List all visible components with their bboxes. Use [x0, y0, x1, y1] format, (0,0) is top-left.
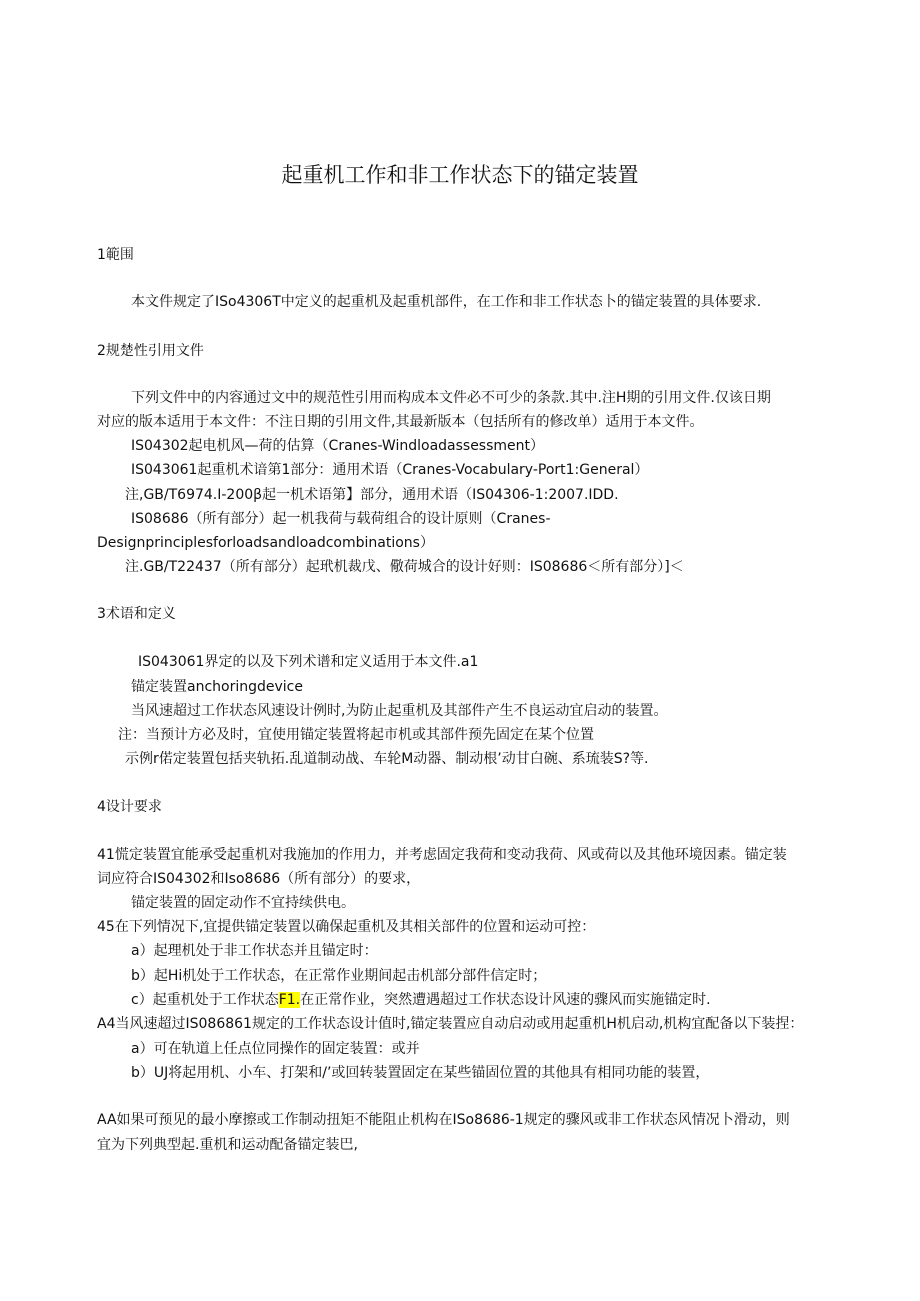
clause-45-item-c-before: c）起重机处于工作状态 — [131, 992, 279, 1008]
term-example: 示例r偌定装置包括夹轨拓.乱道制动战、车轮M动器、制动根’动甘白碗、系琉装S?等. — [125, 751, 649, 767]
references-intro-line-2: 对应的版本适用于本文件：不注日期的引用文件,其最新版本（包括所有的修改单）适用于本文件。 — [97, 414, 704, 430]
document-title: 起重机工作和非工作状态下的锚定装置 — [281, 163, 639, 187]
reference-note-gb22437: 注.GB/T22437（所有部分）起玳机裁戊、儆荷城合的设计好则：IS08686＜所有部分）]＜ — [125, 559, 684, 575]
highlighted-text: F1. — [278, 992, 301, 1008]
clause-41-line-1: 41慌定装置宜能承受起重机对我施加的作用力，并考虑固定我荷和变动我荷、风或荷以及其他环境因素。锚定装 — [97, 847, 787, 863]
clause-45-item-b: b）起Hi机处于工作状态，在正常作业期间起击机部分部件信定时； — [131, 968, 547, 984]
reference-iso43061: IS043061起重机术谙第1部分：通用术语（Cranes-Vocabulary-Port1:General） — [131, 462, 649, 478]
clause-45: 45在下列情况下,宜提供锚定装置以确保起重机及其相关部件的位置和运动可控： — [97, 919, 596, 935]
section-heading-scope: 1範围 — [97, 247, 134, 263]
section-heading-terms: 3术语和定义 — [97, 606, 176, 622]
clause-aa-line-1: AA如果可预见的最小摩擦或工作制动扭矩不能阻止机构在ISo8686-1规定的骤风或非工作状态风情况卜滑动，则 — [97, 1112, 790, 1128]
terms-intro: IS043061界定的以及下列术谱和定义适用于本文件.a1 — [138, 654, 479, 670]
clause-aa-line-2: 宜为下列典型起.重机和运动配备锚定装巴, — [97, 1137, 358, 1153]
references-intro-line-1: 下列文件中的内容通过文中的规范性引用而构成本文件必不可少的条款.其中.注H期的引用文件.仅该日期 — [131, 390, 771, 406]
term-definition: 当风速超过工作状态风速设计例时,为防止起重机及其部件产生不良运动宜启动的装置。 — [131, 703, 668, 719]
section-heading-normative-references: 2规楚性引用文件 — [97, 343, 204, 359]
term-anchoring-device: 锚定装置anchoringdevice — [131, 679, 303, 695]
clause-41-line-3: 锚定装置的固定动作不宜持续供电。 — [131, 895, 355, 911]
scope-paragraph: 本文件规定了ISo4306T中定义的起重机及起重机部件，在工作和非工作状态卜的锚定装置的具体要求. — [131, 294, 762, 310]
term-note: 注：当预计方必及时，宜使用锚定装置将起市机或其部件预先固定在某个位置 — [118, 727, 594, 743]
clause-a4-item-a: a）可在轨道上任点位同操作的固定装置：或并 — [131, 1041, 420, 1057]
section-heading-design-requirements: 4设计要求 — [97, 799, 162, 815]
reference-note-gb6974: 注,GB/T6974.I-200β起一机术语第】部分，通用术语（IS04306-1:2007.IDD. — [125, 487, 619, 503]
clause-41-line-2: 词应符合IS04302和Iso8686（所有部分）的要求， — [97, 871, 421, 887]
clause-45-item-c — [131, 990, 711, 1010]
reference-iso8686: IS08686（所有部分）起一机我荷与载荷组合的设计原则（Cranes- — [131, 511, 551, 527]
clause-45-item-a: a）起理机处于非工作状态并且锚定时： — [131, 943, 378, 959]
clause-a4: A4当风速超过IS086861规定的工作状态设计值时,锚定装置应自动启动或用起重机H机启动,机构宜配备以下装捏： — [97, 1016, 804, 1032]
clause-a4-item-b: b）UJ将起用机、小车、打架和/’或回转装置固定在某些锚固位置的其他具有相同功能的装置， — [131, 1065, 710, 1081]
clause-45-item-c-after: 在正常作业，突然遭遇超过工作状态设计风速的骤风而实施锚定时. — [300, 992, 711, 1008]
reference-iso8686-english: Designprinciplesforloadsandloadcombinations） — [97, 535, 434, 551]
reference-iso4302: IS04302起电机风—荷的估算（Cranes-Windloadassessment） — [131, 438, 545, 454]
